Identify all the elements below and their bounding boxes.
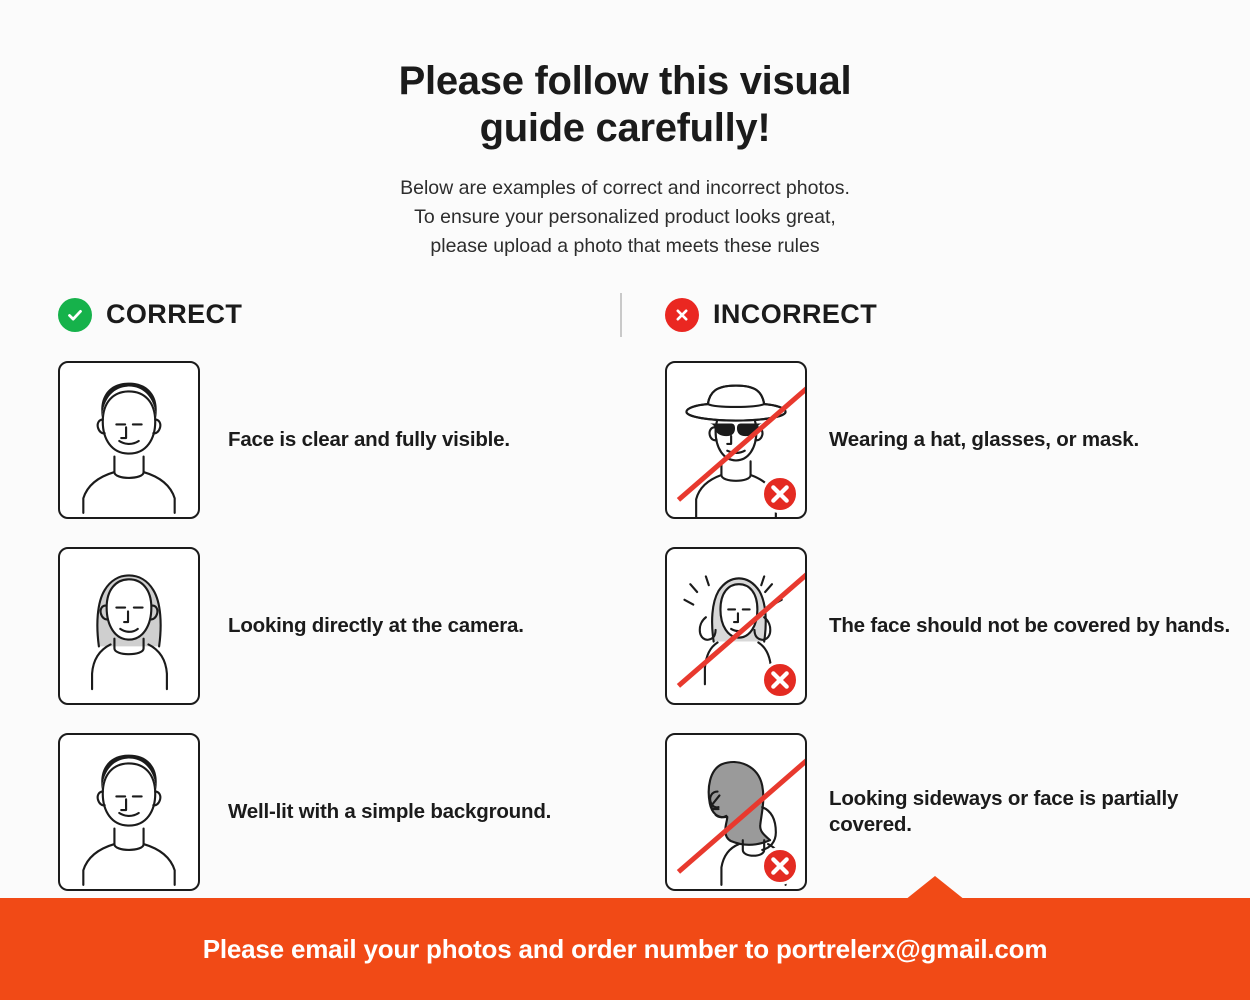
page-subtitle-line-1: Below are examples of correct and incorrect photos.: [400, 177, 850, 200]
correct-caption-2: Looking directly at the camera.: [228, 614, 524, 638]
portrait-woman-side-profile-thumbnail: [665, 733, 807, 891]
correct-list: [0, 347, 625, 905]
portrait-man-front-2-thumbnail: [58, 733, 200, 891]
portrait-woman-front-thumbnail: [58, 547, 200, 705]
page-title-line-2: guide carefully!: [479, 106, 771, 151]
correct-label: CORRECT: [106, 299, 243, 330]
footer-notch: [905, 876, 965, 900]
incorrect-caption-3: Looking sideways or face is partially covered.: [829, 787, 1179, 836]
list-item: [58, 719, 625, 905]
footer-banner: [0, 898, 1250, 1000]
incorrect-caption-2: The face should not be covered by hands.: [829, 614, 1230, 638]
portrait-man-front-thumbnail: [58, 361, 200, 519]
portrait-woman-hands-face-thumbnail: [665, 547, 807, 705]
correct-column-header: [0, 293, 625, 337]
guide-rows: [0, 347, 1250, 905]
x-circle-icon: [761, 475, 799, 513]
page-subtitle: [0, 174, 1250, 261]
column-headings: [0, 293, 1250, 337]
check-circle-icon: [58, 298, 92, 332]
incorrect-caption-1: Wearing a hat, glasses, or mask.: [829, 428, 1139, 452]
page-title: [0, 58, 1250, 152]
incorrect-list: [625, 347, 1250, 905]
incorrect-column-header: [625, 293, 1250, 337]
list-item: [665, 347, 1250, 533]
page-subtitle-line-3: please upload a photo that meets these rules: [430, 235, 820, 258]
correct-caption-3: Well-lit with a simple background.: [228, 800, 552, 824]
footer-text: Please email your photos and order number to portrelerx@gmail.com: [202, 933, 1048, 964]
list-item: [58, 347, 625, 533]
header: [0, 0, 1250, 261]
x-circle-icon: [665, 298, 699, 332]
page-title-line-1: Please follow this visual: [398, 59, 852, 103]
portrait-man-hat-sunglasses-thumbnail: [665, 361, 807, 519]
list-item: [665, 533, 1250, 719]
correct-caption-1: Face is clear and fully visible.: [228, 428, 510, 452]
list-item: [58, 533, 625, 719]
x-circle-icon: [761, 661, 799, 699]
incorrect-label: INCORRECT: [713, 299, 878, 330]
x-circle-icon: [761, 847, 799, 885]
page-subtitle-line-2: To ensure your personalized product looks great,: [414, 206, 836, 229]
